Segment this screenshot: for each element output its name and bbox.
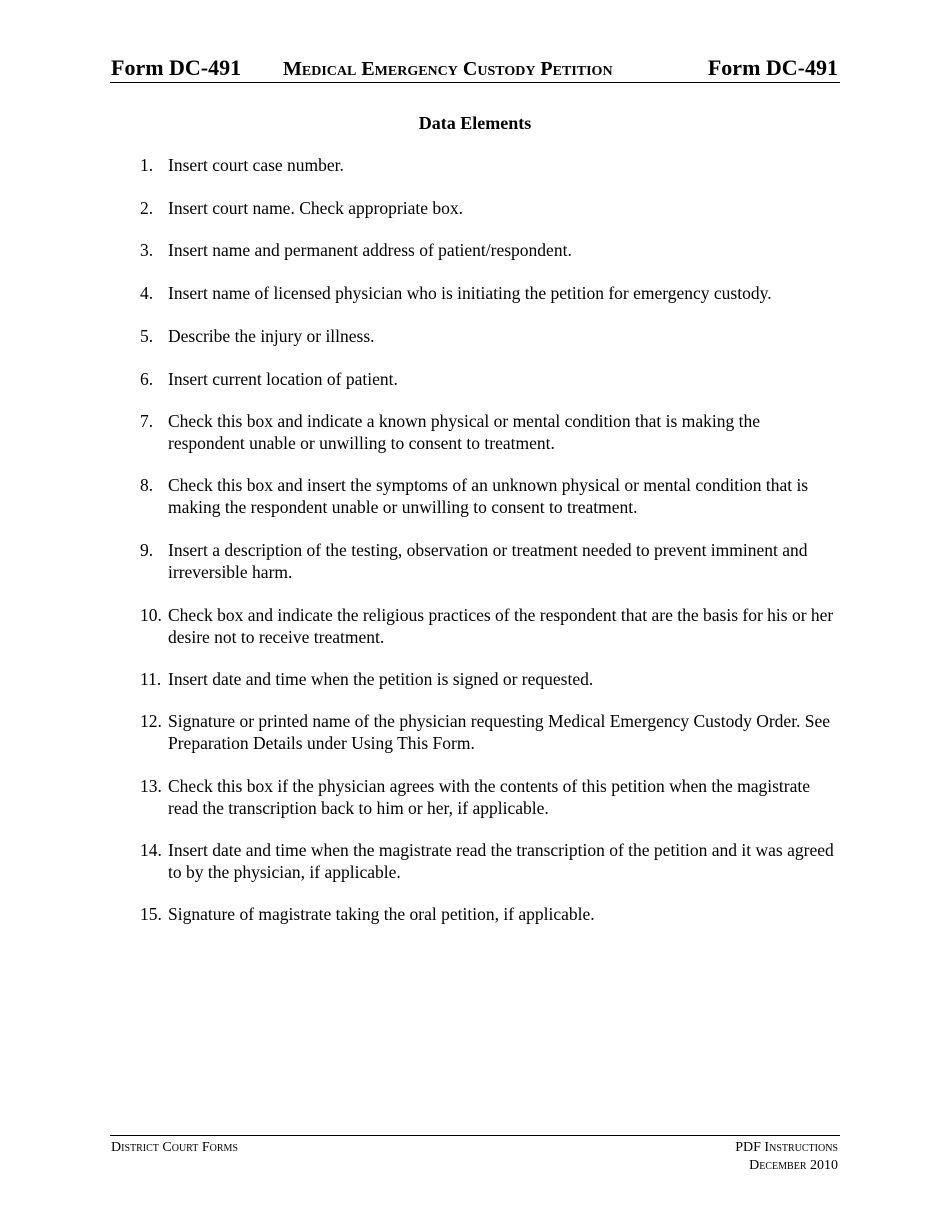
list-item <box>140 540 840 583</box>
list-item <box>140 369 840 391</box>
list-item <box>140 475 840 518</box>
list-item <box>140 411 840 454</box>
list-item <box>140 605 840 648</box>
item-number: 7. <box>140 411 154 431</box>
item-text: Check this box if the physician agrees with the contents of this petition when the magistrate read the transcription back to him or her, if applicable. <box>168 776 811 818</box>
item-number: 9. <box>140 540 154 560</box>
list-item <box>140 904 840 926</box>
list-item <box>140 155 840 177</box>
item-text: Insert name and permanent address of patient/respondent. <box>168 240 572 260</box>
item-text: Insert date and time when the magistrate read the transcription of the petition and it was agreed to by the physician, if applicable. <box>168 840 834 882</box>
item-text: Insert a description of the testing, observation or treatment needed to prevent imminent and irreversible harm. <box>168 540 808 582</box>
item-text: Signature of magistrate taking the oral petition, if applicable. <box>168 904 595 924</box>
item-text: Insert date and time when the petition is signed or requested. <box>168 669 594 689</box>
list-item <box>140 840 840 883</box>
item-text: Check this box and indicate a known physical or mental condition that is making the respondent unable or unwilling to consent to treatment. <box>168 411 760 453</box>
item-number: 1. <box>140 155 154 175</box>
form-id-left: Form DC-491 <box>111 55 242 80</box>
item-number: 14. <box>140 840 162 860</box>
page-header <box>110 54 840 83</box>
footer-right-line2: December 2010 <box>749 1158 838 1173</box>
item-number: 5. <box>140 326 154 346</box>
page-footer <box>110 1135 840 1176</box>
item-text: Insert court case number. <box>168 155 344 175</box>
list-item <box>140 669 840 691</box>
item-text: Insert current location of patient. <box>168 369 398 389</box>
item-text: Describe the injury or illness. <box>168 326 375 346</box>
item-number: 6. <box>140 369 154 389</box>
item-number: 3. <box>140 240 154 260</box>
list-item <box>140 198 840 220</box>
item-number: 10. <box>140 605 162 625</box>
footer-right-block <box>735 1139 838 1175</box>
item-text: Check box and indicate the religious practices of the respondent that are the basis for his or her desire not to receive treatment. <box>168 605 834 647</box>
list-item <box>140 240 840 262</box>
section-title: Data Elements <box>418 113 532 133</box>
item-number: 12. <box>140 711 162 731</box>
item-number: 15. <box>140 904 162 924</box>
list-item <box>140 711 840 754</box>
form-title: Medical Emergency Custody Petition <box>283 58 613 80</box>
list-item <box>140 776 840 819</box>
footer-left-label: District Court Forms <box>111 1140 238 1155</box>
list-item <box>140 283 840 305</box>
item-number: 2. <box>140 198 154 218</box>
footer-right-line1: PDF Instructions <box>735 1140 838 1155</box>
item-number: 11. <box>140 669 162 689</box>
item-number: 4. <box>140 283 154 303</box>
item-text: Signature or printed name of the physician requesting Medical Emergency Custody Order. See Preparation Details under Using This Form. <box>168 711 831 753</box>
item-text: Check this box and insert the symptoms of an unknown physical or mental condition that is making the respondent unable or unwilling to consent to treatment. <box>168 475 809 517</box>
item-text: Insert court name. Check appropriate box. <box>168 198 463 218</box>
item-number: 8. <box>140 475 154 495</box>
form-id-right: Form DC-491 <box>707 55 838 80</box>
item-number: 13. <box>140 776 162 796</box>
item-text: Insert name of licensed physician who is initiating the petition for emergency custody. <box>168 283 772 303</box>
list-item <box>140 326 840 348</box>
